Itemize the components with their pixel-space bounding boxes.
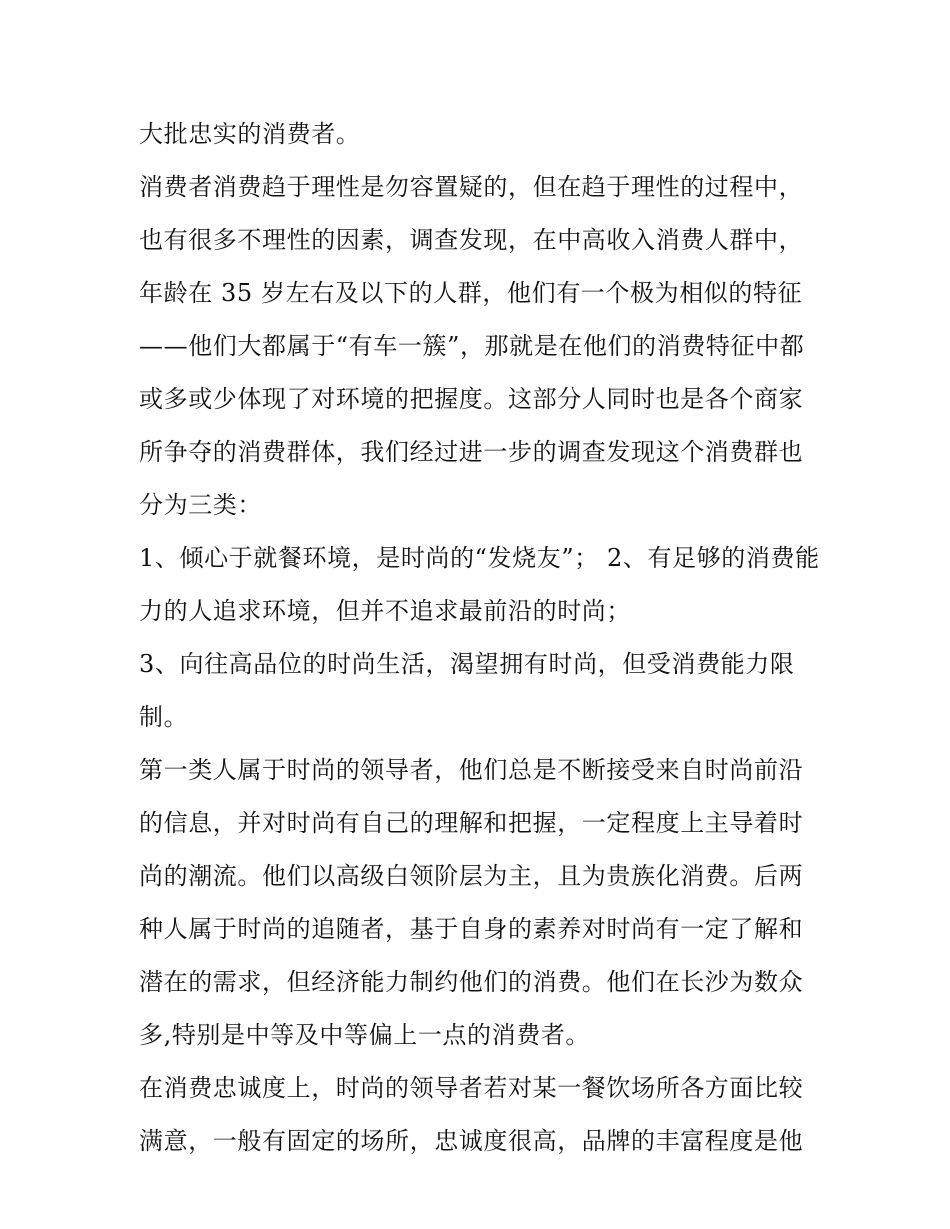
text-line: 的信息，并对时尚有自己的理解和把握，一定程度上主导着时 bbox=[139, 809, 804, 837]
text-line: 力的人追求环境，但并不追求最前沿的时尚； bbox=[139, 597, 631, 625]
text-line: 尚的潮流。他们以高级白领阶层为主，且为贵族化消费。后两 bbox=[139, 862, 804, 890]
text-line: 消费者消费趋于理性是勿容置疑的，但在趋于理性的过程中， bbox=[139, 173, 804, 201]
text-line: 在消费忠诚度上，时尚的领导者若对某一餐饮场所各方面比较 bbox=[139, 1074, 804, 1102]
text-line: 制。 bbox=[139, 703, 189, 731]
text-line: 第一类人属于时尚的领导者，他们总是不断接受来自时尚前沿 bbox=[139, 756, 804, 784]
text-line: 1、倾心于就餐环境，是时尚的“发烧友”； 2、有足够的消费能 bbox=[139, 544, 820, 572]
text-line: 3、向往高品位的时尚生活，渴望拥有时尚，但受消费能力限 bbox=[139, 650, 795, 678]
text-line: 所争夺的消费群体，我们经过进一步的调查发现这个消费群也 bbox=[139, 438, 804, 466]
text-line: 年龄在 35 岁左右及以下的人群，他们有一个极为相似的特征 bbox=[139, 279, 803, 307]
text-line: 大批忠实的消费者。 bbox=[139, 120, 361, 148]
text-line: 种人属于时尚的追随者，基于自身的素养对时尚有一定了解和 bbox=[139, 915, 804, 943]
text-line: 也有很多不理性的因素，调查发现，在中高收入消费人群中， bbox=[139, 226, 804, 254]
body-text bbox=[139, 108, 819, 1168]
text-line: 或多或少体现了对环境的把握度。这部分人同时也是各个商家 bbox=[139, 385, 804, 413]
text-line: 潜在的需求，但经济能力制约他们的消费。他们在长沙为数众 bbox=[139, 968, 804, 996]
text-line: ——他们大都属于“有车一簇”，那就是在他们的消费特征中都 bbox=[139, 332, 805, 360]
text-line: 多,特别是中等及中等偏上一点的消费者。 bbox=[139, 1021, 591, 1049]
text-line: 分为三类： bbox=[139, 491, 262, 519]
text-line: 满意，一般有固定的场所，忠诚度很高，品牌的丰富程度是他 bbox=[139, 1127, 804, 1155]
